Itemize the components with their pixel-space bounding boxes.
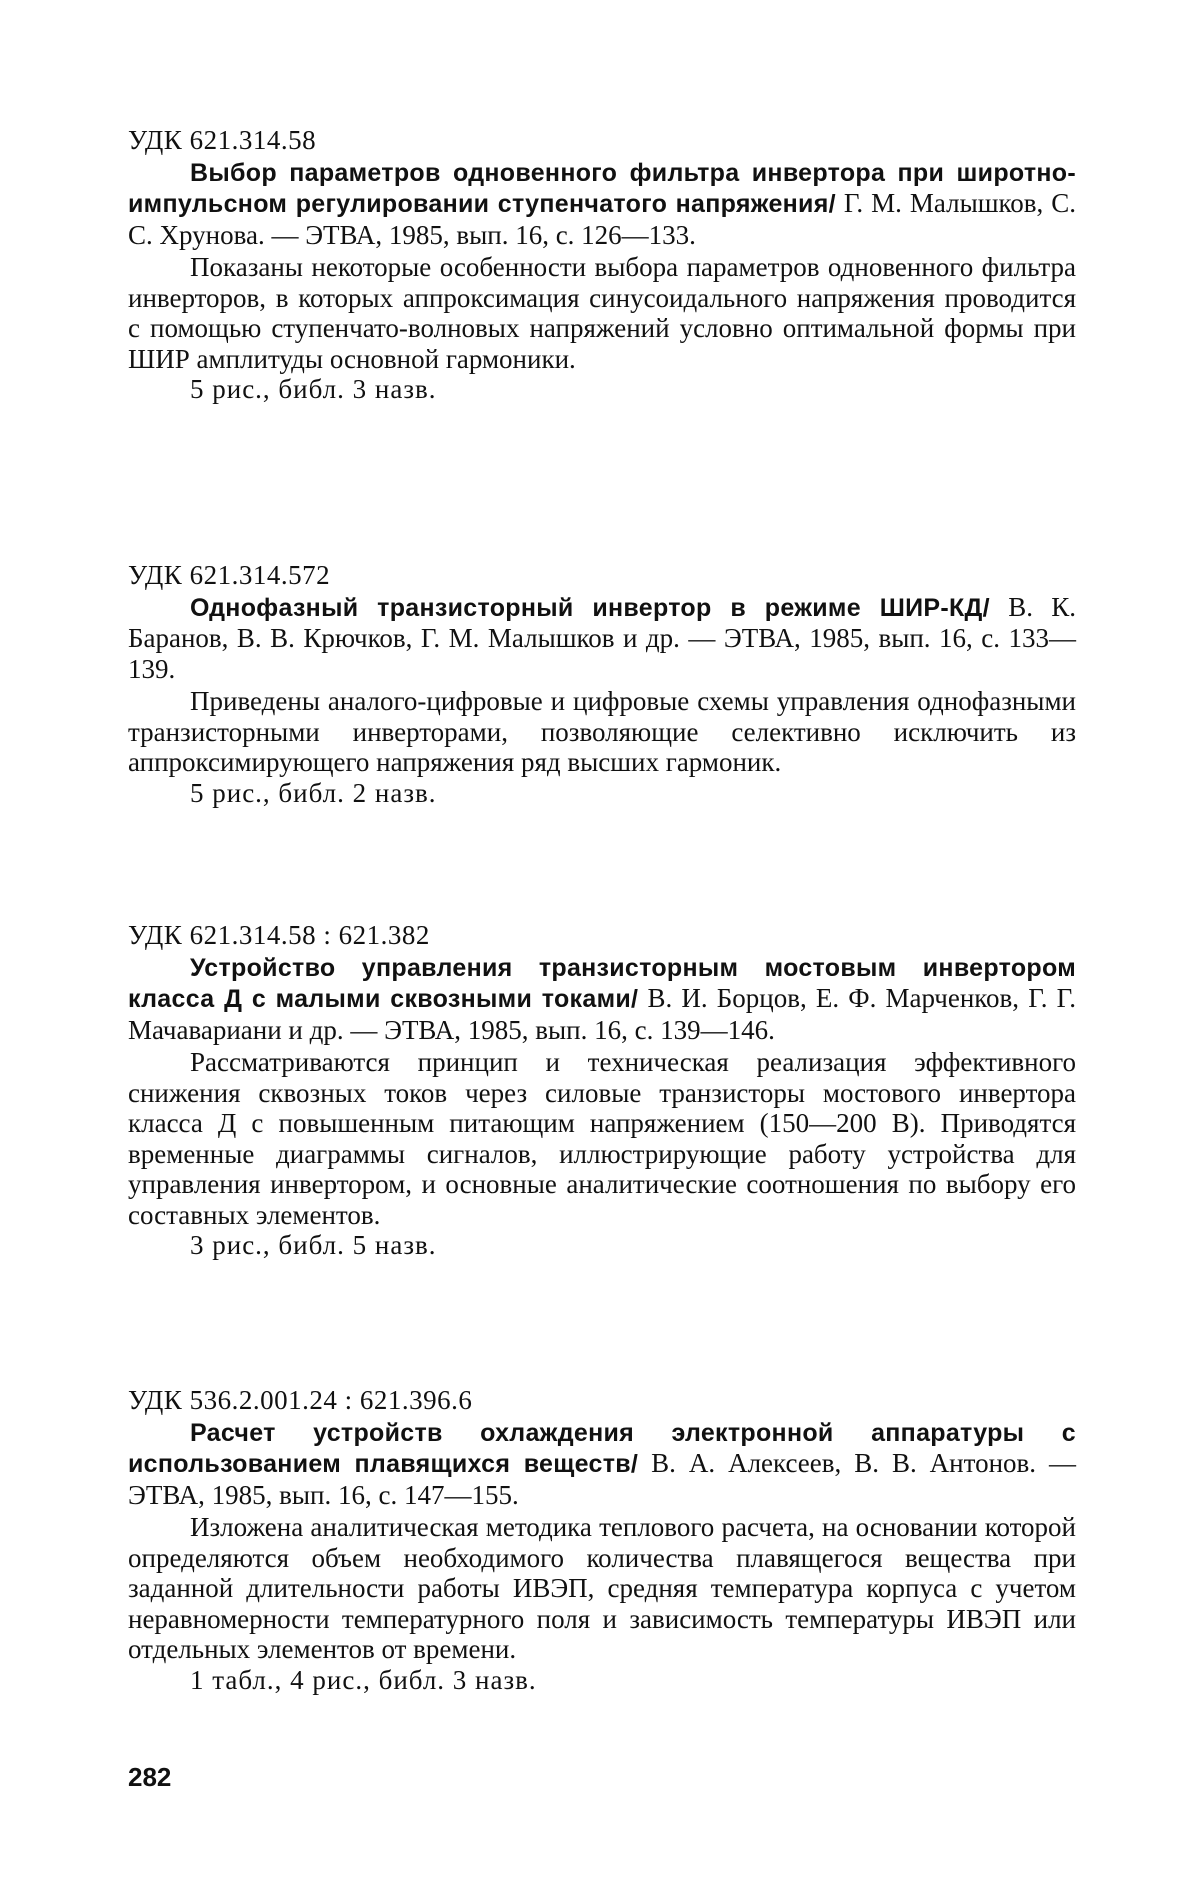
article-title: Однофазный транзисторный инвертор в режиме ШИР-КД/: [190, 593, 990, 622]
abstract-text: Изложена аналитическая методика теплового расчета, на основании которой определяются объем необходимого количества плавящегося вещества при заданной длительности работы ИВЭП, средняя температура корпуса с учетом неравномерности температурного поля и зависимость температуры ИВЭП или отдельных элементов от времени.: [128, 1512, 1076, 1664]
abstract-entry-2: [128, 560, 1076, 808]
udc-code: УДК 621.314.58 : 621.382: [128, 920, 430, 950]
abstract-text: Приведены аналого-цифровые и цифровые схемы управления однофазными транзисторными инверторами, позволяющие селективно исключить из аппроксимирующего напряжения ряд высших гармоник.: [128, 686, 1076, 777]
illustration-counts: 1 табл., 4 рис., библ. 3 назв.: [190, 1664, 537, 1695]
udc-code: УДК 621.314.572: [128, 560, 331, 590]
article-authors-source: Г. М. Малышков, С. С. Хрунова. — ЭТВА, 1985, вып. 16, с. 126—133.: [128, 188, 1076, 250]
abstract-text: Показаны некоторые особенности выбора параметров одновенного фильтра инверторов, в которых аппроксимация синусоидального напряжения проводится с помощью ступенчато-волновых напряжений условно оптимальной формы при ШИР амплитуды основной гармоники.: [128, 252, 1076, 374]
article-title: Выбор параметров одновенного фильтра инвертора при широтно-импульсном регулировании ступенчатого напряжения/: [128, 158, 1076, 218]
abstract-text: Рассматриваются принцип и техническая реализация эффективного снижения сквозных токов через силовые транзисторы мостового инвертора класса Д с повышенным питающим напряжением (150—200 В). Приводятся временные диаграммы сигналов, иллюстрирующие работу устройства для управления инвертором, и основные аналитические соотношения по выбору его составных элементов.: [128, 1047, 1076, 1230]
bibliographic-reference: [128, 592, 1076, 685]
illustration-counts: 5 рис., библ. 2 назв.: [190, 777, 437, 808]
article-authors-source: В. К. Баранов, В. В. Крючков, Г. М. Малышков и др. — ЭТВА, 1985, вып. 16, с. 133—139.: [128, 591, 1077, 684]
article-title: Расчет устройств охлаждения электронной аппаратуры с использованием плавящихся веществ/: [128, 1418, 1076, 1478]
illustration-counts: 3 рис., библ. 5 назв.: [190, 1230, 437, 1260]
article-authors-source: В. А. Алексеев, В. В. Антонов. — ЭТВА, 1985, вып. 16, с. 147—155.: [128, 1448, 1076, 1510]
bibliographic-reference: [128, 157, 1076, 251]
article-authors-source: В. И. Борцов, Е. Ф. Марченков, Г. Г. Мачавариани и др. — ЭТВА, 1985, вып. 16, с. 139—146.: [128, 983, 1076, 1045]
bibliographic-reference: [128, 1417, 1076, 1511]
article-title: Устройство управления транзисторным мостовым инвертором класса Д с малыми сквозными токами/: [128, 953, 1076, 1013]
udc-code: УДК 621.314.58: [128, 125, 317, 155]
abstract-entry-4: [128, 1385, 1076, 1695]
bibliographic-reference: [128, 952, 1076, 1046]
page-number: 282: [128, 1762, 172, 1792]
illustration-counts: 5 рис., библ. 3 назв.: [190, 374, 437, 404]
abstract-entry-3: [128, 920, 1076, 1261]
abstract-entry-1: [128, 125, 1076, 405]
udc-code: УДК 536.2.001.24 : 621.396.6: [128, 1385, 473, 1415]
